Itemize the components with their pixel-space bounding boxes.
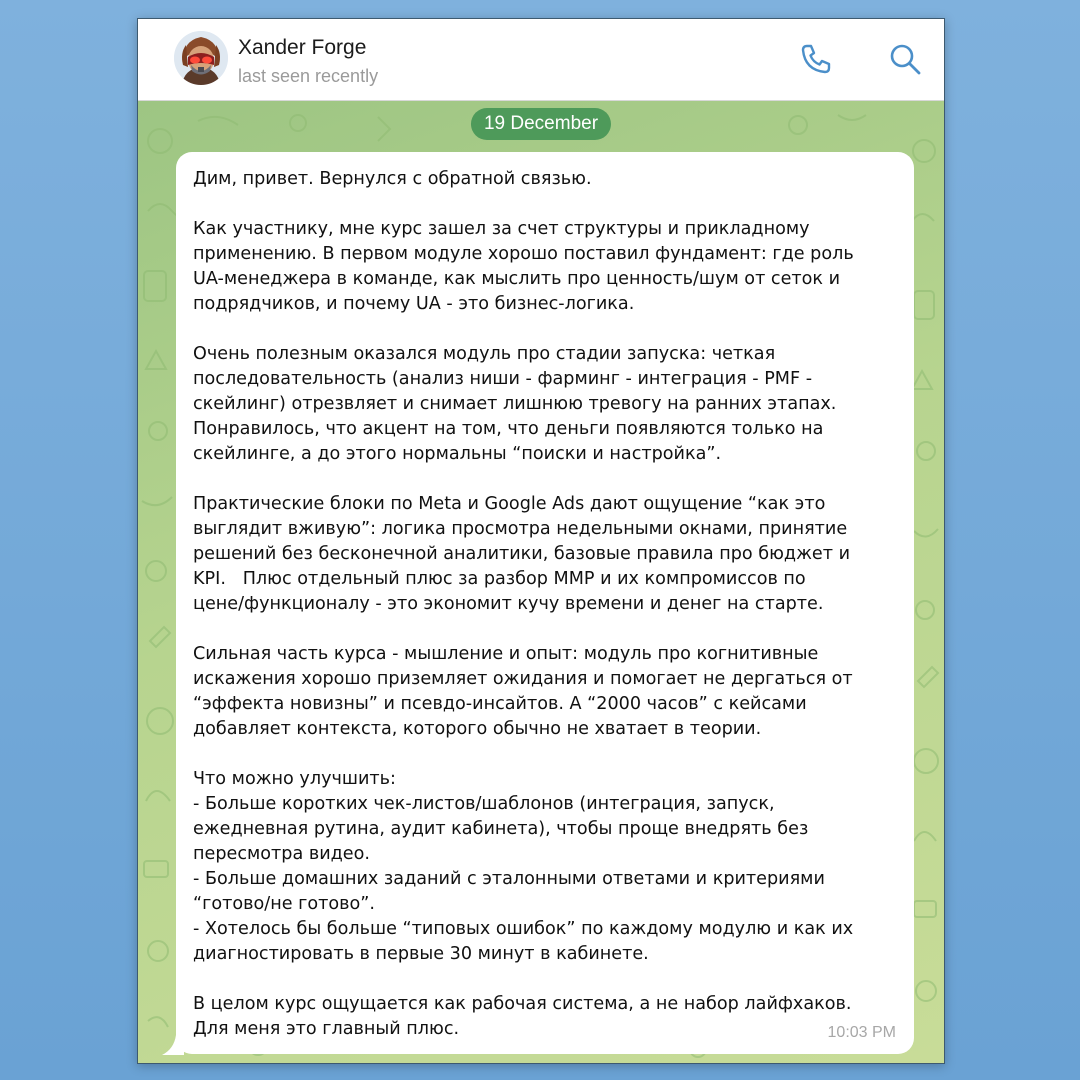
chat-area[interactable] <box>138 101 944 1063</box>
search-icon <box>887 41 923 77</box>
call-button[interactable] <box>798 41 834 77</box>
contact-name[interactable]: Xander Forge <box>238 36 367 59</box>
search-button[interactable] <box>887 41 923 77</box>
chat-header <box>138 19 944 101</box>
contact-status: last seen recently <box>238 66 379 86</box>
message-bubble[interactable] <box>176 152 914 1054</box>
phone-icon <box>798 41 834 77</box>
message-time: 10:03 PM <box>827 1024 896 1041</box>
date-separator: 19 December <box>471 108 611 140</box>
message-text: Дим, привет. Вернулся с обратной связью. Как участнику, мне курс зашел за счет структуры и прикладному применению. В первом модуле хорошо поставил фундамент: где роль UA-менеджера в команде, как мыслить про ценность/шум от сеток и подрядчиков, и почему UA - это бизнес-логика. Очень полезным оказался модуль про стадии запуска: четкая последовательность (анализ ниши - фарминг - интеграция - PMF - скейлинг) отрезвляет и снимает лишнюю тревогу на ранних этапах. Понравилось, что акцент на том, что деньги появляются только на скейлинге, а до этого нормальны “поиски и настройка”. Практические блоки по Meta и Google Ads дают ощущение “как это выглядит вживую”: логика просмотра недельными окнами, принятие решений без бесконечной аналитики, базовые правила про бюджет и KPI. Плюс отдельный плюс за разбор MMP и их компромиссов по цене/функционалу - это экономит кучу времени и денег на старте. Сильная часть курса - мышление и опыт: модуль про когнитивные искажения хорошо приземляет ожидания и помогает не дергаться от “эффекта новизны” и псевдо-инсайтов. А “2000 часов” с кейсами добавляет контекста, которого обычно не хватает в теории. Что можно улучшить: - Больше коротких чек-листов/шаблонов (интеграция, запуск, ежедневная рутина, аудит кабинета), чтобы проще внедрять без пересмотра видео. - Больше домашних заданий с эталонными ответами и критериями “готово/не готово”. - Хотелось бы больше “типовых ошибок” по каждому модулю и как их диагностировать в первые 30 минут в кабинете. В целом курс ощущается как рабочая система, а не набор лайфхаков. Для меня это главный плюс. <box>193 169 854 1039</box>
chat-window <box>137 18 945 1064</box>
helmeted-character-avatar-icon <box>174 31 228 85</box>
avatar[interactable] <box>174 31 228 85</box>
